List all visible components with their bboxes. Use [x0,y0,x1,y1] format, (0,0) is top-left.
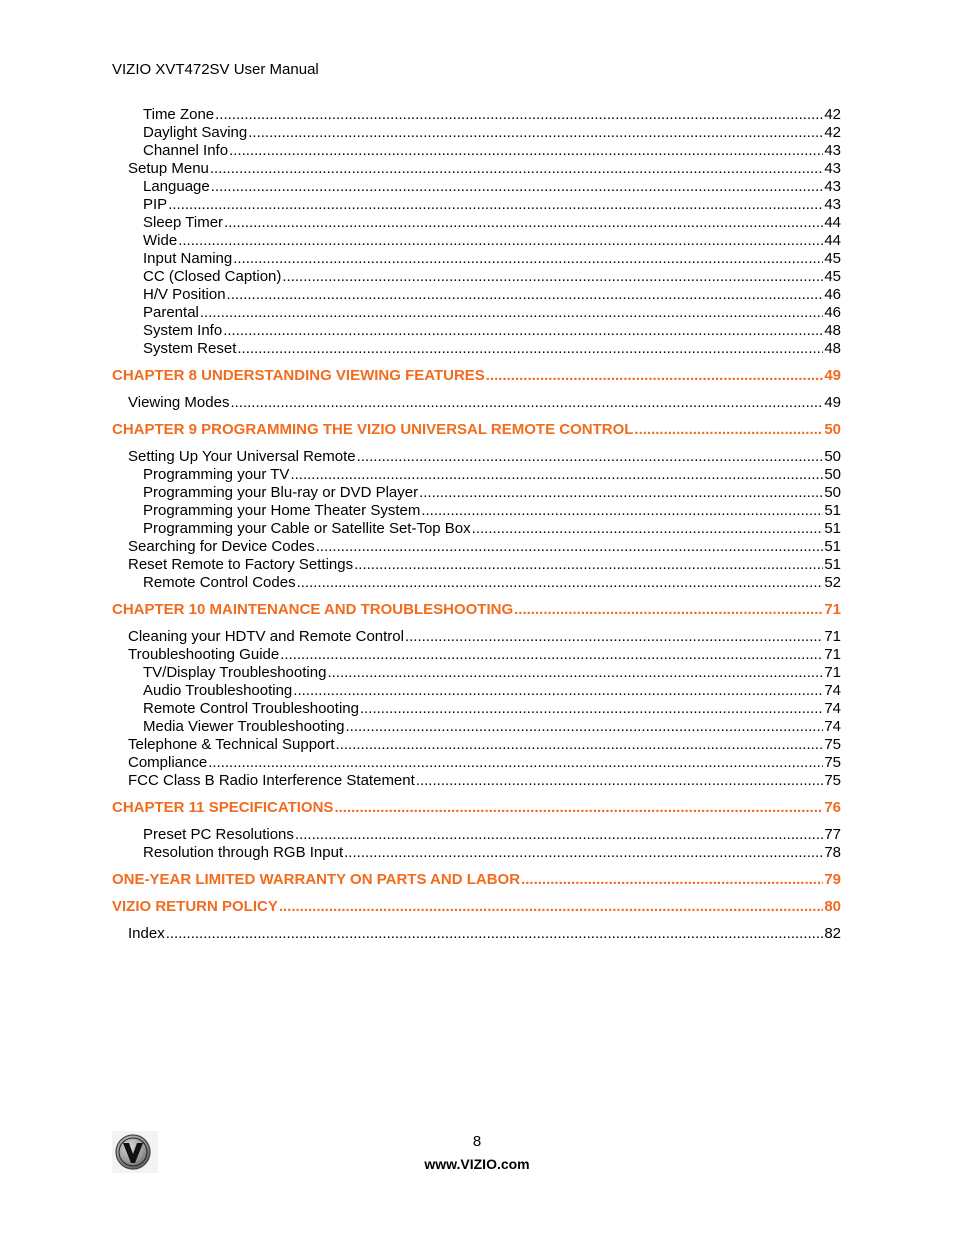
toc-dot-leader [280,646,823,664]
toc-entry-title: Parental [143,304,199,321]
toc-entry[interactable] [143,520,841,538]
toc-dot-leader [237,340,823,358]
toc-entry[interactable] [143,106,841,124]
toc-entry[interactable] [143,844,841,862]
toc-entry[interactable] [143,574,841,592]
toc-entry-title: Programming your Home Theater System [143,502,421,519]
vizio-v-logo-icon [112,1131,158,1173]
toc-entry[interactable] [143,682,841,700]
toc-entry-title: Setting Up Your Universal Remote [128,448,356,465]
toc-entry[interactable] [128,538,841,556]
toc-entry[interactable] [143,268,841,286]
toc-dot-leader [166,925,824,943]
toc-entry[interactable] [143,466,841,484]
toc-page-number: 71 [824,601,841,618]
toc-page-number: 42 [824,124,841,141]
toc-entry[interactable] [143,304,841,322]
toc-page-number: 48 [824,322,841,339]
toc-entry-title: Audio Troubleshooting [143,682,293,699]
toc-page-number: 71 [824,646,841,663]
toc-page-number: 75 [824,754,841,771]
toc-entry[interactable] [128,394,841,412]
toc-entry-title: FCC Class B Radio Interference Statement [128,772,415,789]
toc-page-number: 74 [824,718,841,735]
toc-dot-leader [336,736,824,754]
toc-chapter-heading[interactable] [112,421,841,439]
toc-dot-leader [297,574,824,592]
toc-entry-title: Language [143,178,210,195]
toc-page-number: 75 [824,736,841,753]
toc-entry[interactable] [143,322,841,340]
toc-entry-title: VIZIO RETURN POLICY [112,898,278,915]
toc-page-number: 82 [824,925,841,942]
toc-page-number: 44 [824,214,841,231]
toc-entry-title: CHAPTER 9 PROGRAMMING THE VIZIO UNIVERSAL REMOTE CONTROL [112,421,634,438]
toc-entry-title: TV/Display Troubleshooting [143,664,327,681]
toc-page-number: 52 [824,574,841,591]
toc-dot-leader [316,538,824,556]
toc-page-number: 45 [824,250,841,267]
toc-chapter-heading[interactable] [112,367,841,385]
toc-entry-title: ONE-YEAR LIMITED WARRANTY ON PARTS AND LABOR [112,871,521,888]
toc-dot-leader [293,682,823,700]
toc-entry[interactable] [143,502,841,520]
toc-page-number: 50 [824,448,841,465]
toc-dot-leader [223,322,823,340]
toc-entry-title: Programming your Blu-ray or DVD Player [143,484,419,501]
toc-entry-title: Sleep Timer [143,214,224,231]
toc-entry-title: System Info [143,322,223,339]
toc-dot-leader [282,268,823,286]
toc-page-number: 46 [824,286,841,303]
toc-page-number: 50 [824,421,841,438]
toc-dot-leader [248,124,823,142]
toc-page-number: 45 [824,268,841,285]
toc-page-number: 43 [824,178,841,195]
toc-dot-leader [168,196,823,214]
toc-entry[interactable] [143,700,841,718]
toc-page-number: 49 [824,367,841,384]
toc-entry[interactable] [143,484,841,502]
toc-entry-title: Viewing Modes [128,394,230,411]
toc-dot-leader [200,304,823,322]
toc-dot-leader [360,700,823,718]
toc-dot-leader [224,214,823,232]
toc-page-number: 43 [824,196,841,213]
toc-entry[interactable] [143,340,841,358]
toc-entry-title: Media Viewer Troubleshooting [143,718,345,735]
toc-dot-leader [215,106,823,124]
toc-dot-leader [230,394,823,412]
toc-entry-title: CHAPTER 8 UNDERSTANDING VIEWING FEATURES [112,367,485,384]
toc-page-number: 75 [824,772,841,789]
toc-dot-leader [419,484,823,502]
toc-entry[interactable] [143,142,841,160]
toc-entry-title: PIP [143,196,168,213]
toc-entry-title: Preset PC Resolutions [143,826,294,843]
toc-entry-title: System Reset [143,340,237,357]
toc-entry[interactable] [143,286,841,304]
toc-entry[interactable] [128,448,841,466]
toc-dot-leader [344,844,823,862]
toc-entry-title: Programming your TV [143,466,290,483]
toc-entry-title: Remote Control Troubleshooting [143,700,359,717]
toc-entry-title: Wide [143,232,178,249]
toc-page-number: 43 [824,142,841,159]
toc-entry[interactable] [128,736,841,754]
toc-entry-title: CHAPTER 11 SPECIFICATIONS [112,799,334,816]
toc-entry-title: Index [128,925,165,942]
toc-chapter-heading[interactable] [112,871,841,889]
toc-entry-title: Reset Remote to Factory Settings [128,556,354,573]
toc-dot-leader [211,178,824,196]
toc-entry[interactable] [143,178,841,196]
toc-dot-leader [357,448,824,466]
toc-entry-title: CC (Closed Caption) [143,268,282,285]
toc-dot-leader [327,664,823,682]
toc-entry[interactable] [143,664,841,682]
toc-entry[interactable] [143,124,841,142]
toc-entry[interactable] [128,772,841,790]
toc-dot-leader [227,286,824,304]
toc-dot-leader [279,898,823,916]
toc-page-number: 44 [824,232,841,249]
toc-page-number: 79 [824,871,841,888]
toc-entry-title: H/V Position [143,286,226,303]
toc-entry[interactable] [143,196,841,214]
toc-page-number: 74 [824,682,841,699]
toc-dot-leader [521,871,823,889]
toc-page-number: 78 [824,844,841,861]
toc-entry-title: Input Naming [143,250,233,267]
toc-dot-leader [346,718,824,736]
toc-entry[interactable] [143,826,841,844]
toc-page-number: 43 [824,160,841,177]
toc-entry[interactable] [143,232,841,250]
toc-entry-title: Remote Control Codes [143,574,296,591]
toc-dot-leader [295,826,823,844]
page-header-title: VIZIO XVT472SV User Manual [112,61,319,78]
toc-entry[interactable] [143,214,841,232]
toc-page-number: 77 [824,826,841,843]
toc-page-number: 50 [824,466,841,483]
toc-entry-title: Programming your Cable or Satellite Set-Top Box [143,520,471,537]
toc-dot-leader [290,466,823,484]
toc-page-number: 51 [824,520,841,537]
toc-entry[interactable] [128,160,841,178]
toc-page-number: 46 [824,304,841,321]
toc-page-number: 80 [824,898,841,915]
toc-chapter-heading[interactable] [112,898,841,916]
toc-page-number: 74 [824,700,841,717]
toc-page-number: 51 [824,538,841,555]
toc-page-number: 76 [824,799,841,816]
toc-entry-title: Daylight Saving [143,124,248,141]
toc-entry-title: CHAPTER 10 MAINTENANCE AND TROUBLESHOOTING [112,601,514,618]
toc-page-number: 51 [824,556,841,573]
toc-dot-leader [634,421,823,439]
toc-entry-title: Telephone & Technical Support [128,736,335,753]
toc-dot-leader [514,601,823,619]
toc-entry-title: Setup Menu [128,160,209,177]
toc-page-number: 42 [824,106,841,123]
toc-dot-leader [210,160,823,178]
toc-dot-leader [416,772,824,790]
toc-page-number: 50 [824,484,841,501]
toc-entry-title: Compliance [128,754,208,771]
toc-entry-title: Channel Info [143,142,229,159]
toc-chapter-heading[interactable] [112,799,841,817]
toc-entry[interactable] [128,556,841,574]
toc-dot-leader [405,628,823,646]
toc-dot-leader [233,250,823,268]
toc-entry[interactable] [143,250,841,268]
toc-entry-title: Searching for Device Codes [128,538,315,555]
toc-page-number: 49 [824,394,841,411]
toc-dot-leader [486,367,824,385]
toc-dot-leader [421,502,823,520]
toc-dot-leader [472,520,824,538]
toc-entry[interactable] [128,754,841,772]
toc-dot-leader [208,754,823,772]
toc-dot-leader [334,799,823,817]
toc-page-number: 48 [824,340,841,357]
toc-page-number: 71 [824,628,841,645]
toc-entry[interactable] [128,628,841,646]
toc-entry[interactable] [143,718,841,736]
toc-entry[interactable] [128,646,841,664]
toc-dot-leader [178,232,823,250]
toc-entry-title: Resolution through RGB Input [143,844,344,861]
toc-dot-leader [354,556,823,574]
toc-chapter-heading[interactable] [112,601,841,619]
footer-website: www.VIZIO.com [424,1156,530,1172]
toc-entry[interactable] [128,925,841,943]
toc-entry-title: Time Zone [143,106,215,123]
toc-entry-title: Cleaning your HDTV and Remote Control [128,628,404,645]
toc-entry-title: Troubleshooting Guide [128,646,280,663]
page-number: 8 [472,1133,482,1150]
toc-page-number: 71 [824,664,841,681]
toc-dot-leader [229,142,823,160]
toc-page-number: 51 [824,502,841,519]
